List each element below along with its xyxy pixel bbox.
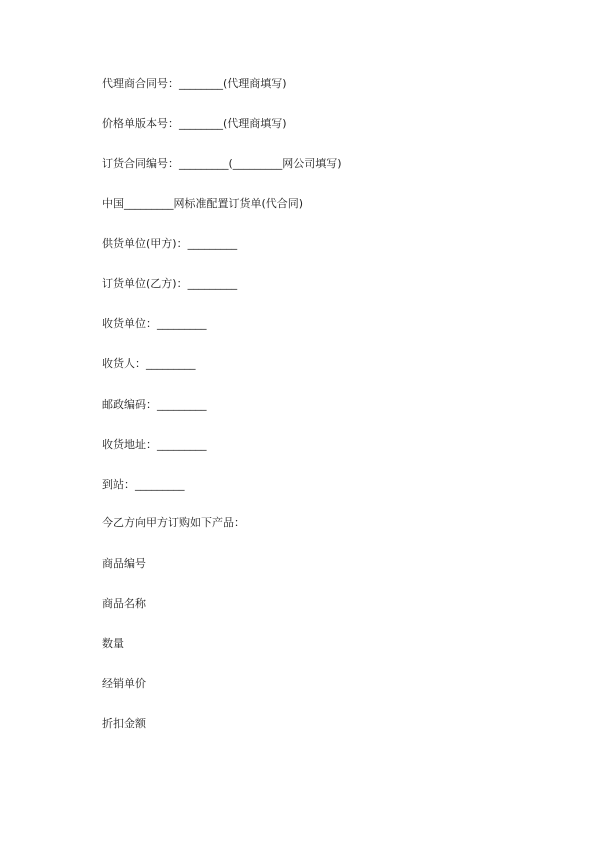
price-list-version-line: 价格单版本号：________(代理商填写)	[102, 117, 287, 130]
agent-contract-number-line: 代理商合同号：________(代理商填写)	[102, 77, 287, 90]
dealer-unit-price-label: 经销单价	[102, 677, 146, 690]
destination-station-line: 到站：_________	[102, 478, 185, 491]
postal-code-line: 邮政编码：_________	[102, 398, 207, 411]
discount-amount-label: 折扣金额	[102, 717, 146, 730]
receiver-line: 收货人：_________	[102, 357, 196, 370]
order-intro-line: 今乙方向甲方订购如下产品：	[102, 516, 245, 529]
document-title-line: 中国_________网标准配置订货单(代合同)	[102, 197, 304, 210]
receiving-address-line: 收货地址：_________	[102, 438, 207, 451]
orderer-line: 订货单位(乙方)：_________	[102, 277, 238, 290]
product-code-label: 商品编号	[102, 557, 146, 570]
supplier-line: 供货单位(甲方)：_________	[102, 237, 238, 250]
receiving-unit-line: 收货单位：_________	[102, 317, 207, 330]
quantity-label: 数量	[102, 637, 124, 650]
product-name-label: 商品名称	[102, 597, 146, 610]
order-contract-number-line: 订货合同编号：_________(_________网公司填写)	[102, 157, 342, 170]
